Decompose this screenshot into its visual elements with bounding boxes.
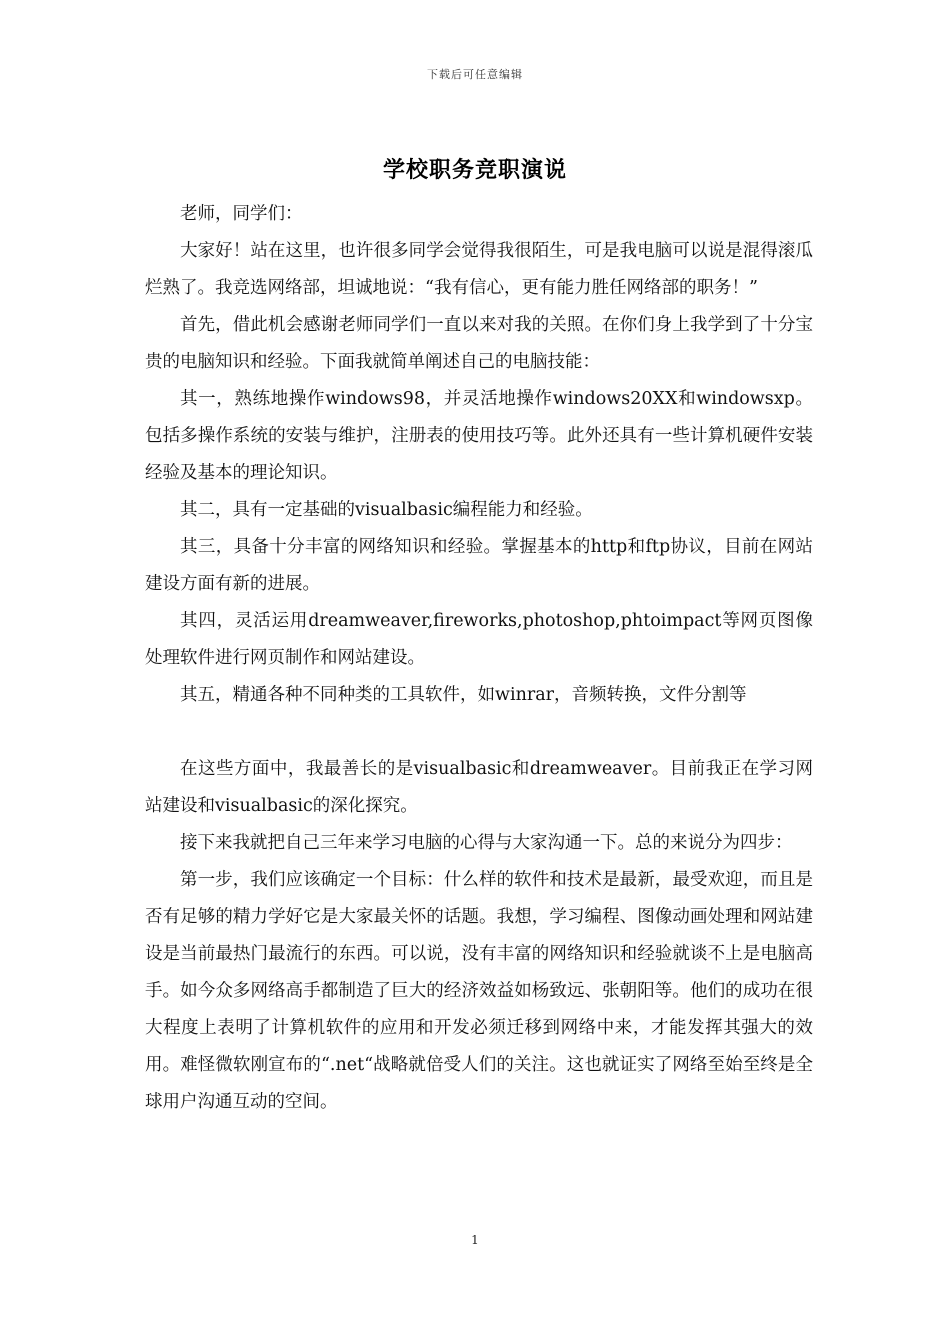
- paragraph: 其四，灵活运用dreamweaver,fireworks,photoshop,phtoimpact等网页图像处理软件进行网页制作和网站建设。: [145, 611, 813, 668]
- paragraph: 首先，借此机会感谢老师同学们一直以来对我的关照。在你们身上我学到了十分宝贵的电脑知识和经验。下面我就简单阐述自己的电脑技能：: [145, 315, 813, 372]
- paragraph: 其二，具有一定基础的visualbasic编程能力和经验。: [180, 500, 593, 520]
- paragraph: 大家好！站在这里，也许很多同学会觉得我很陌生，可是我电脑可以说是混得滚瓜烂熟了。我竞选网络部，坦诚地说：“我有信心，更有能力胜任网络部的职务！”: [145, 241, 813, 298]
- paragraph: 第一步，我们应该确定一个目标：什么样的软件和技术是最新，最受欢迎，而且是否有足够的精力学好它是大家最关怀的话题。我想，学习编程、图像动画处理和网站建设是当前最热门最流行的东西。可以说，没有丰富的网络知识和经验就谈不上是电脑高手。如今众多网络高手都制造了巨大的经济效益如杨致远、张朝阳等。他们的成功在很大程度上表明了计算机软件的应用和开发必须迁移到网络中来，才能发挥其强大的效用。难怪微软刚宣布的“.net“战略就倍受人们的关注。这也就证实了网络至始至终是全球用户沟通互动的空间。: [145, 870, 813, 1112]
- document-title: 学校职务竞职演说: [382, 157, 567, 183]
- header-note: 下载后可任意编辑: [427, 68, 523, 81]
- paragraph: 在这些方面中，我最善长的是visualbasic和dreamweaver。目前我正在学习网站建设和visualbasic的深化探究。: [145, 759, 813, 816]
- paragraph: 其五，精通各种不同种类的工具软件，如winrar，音频转换，文件分割等: [180, 685, 747, 705]
- paragraph-greeting: 老师，同学们：: [180, 204, 303, 224]
- page-number: 1: [471, 1233, 479, 1247]
- document-body: [145, 196, 813, 1121]
- paragraph: 其三，具备十分丰富的网络知识和经验。掌握基本的http和ftp协议，目前在网站建设方面有新的进展。: [145, 537, 813, 594]
- paragraph: 接下来我就把自己三年来学习电脑的心得与大家沟通一下。总的来说分为四步：: [180, 833, 793, 853]
- paragraph: 其一，熟练地操作windows98，并灵活地操作windows20XX和windowsxp。包括多操作系统的安装与维护，注册表的使用技巧等。此外还具有一些计算机硬件安装经验及基本的理论知识。: [145, 389, 813, 483]
